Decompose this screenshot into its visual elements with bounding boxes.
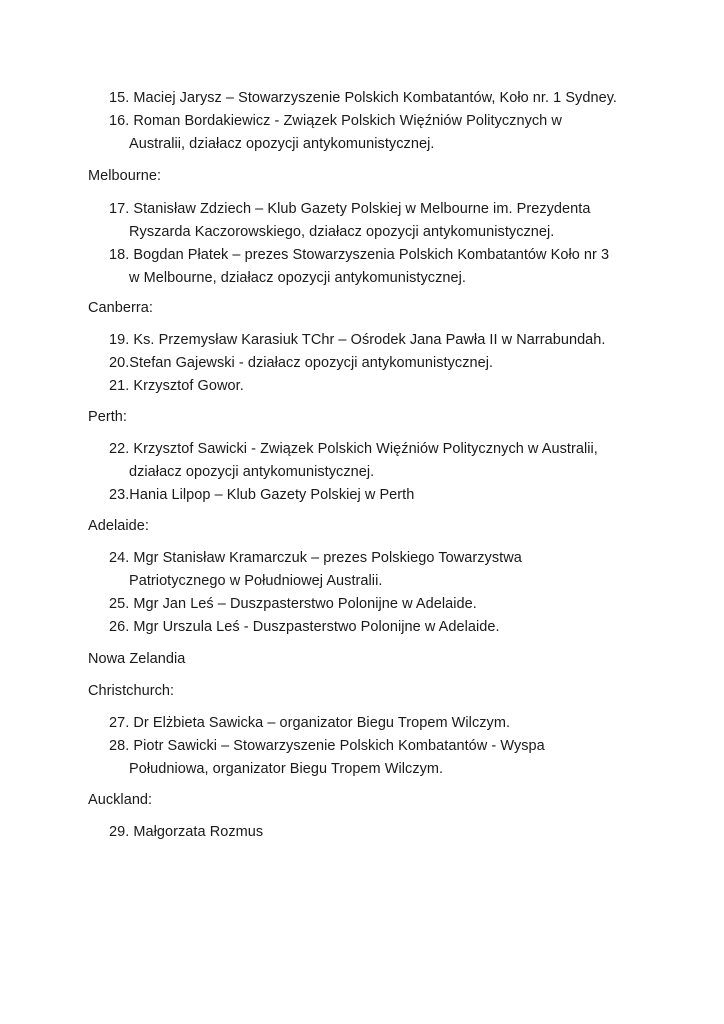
- section-heading-nowa-zelandia: Nowa Zelandia: [88, 651, 186, 667]
- list-item-29: 29. Małgorzata Rozmus: [109, 824, 264, 840]
- list-item-25: 25. Mgr Jan Leś – Duszpasterstwo Polonijne w Adelaide.: [109, 596, 477, 612]
- list-item-16: 16. Roman Bordakiewicz - Związek Polskich Więźniów Politycznych w: [109, 113, 562, 129]
- section-heading-adelaide: Adelaide:: [88, 518, 149, 534]
- list-item-17: 17. Stanisław Zdziech – Klub Gazety Polskiej w Melbourne im. Prezydenta: [109, 201, 591, 217]
- list-item-24: 24. Mgr Stanisław Kramarczuk – prezes Polskiego Towarzystwa: [109, 550, 522, 566]
- list-item-24-continuation: Patriotycznego w Południowej Australii.: [129, 573, 383, 589]
- list-item-15: 15. Maciej Jarysz – Stowarzyszenie Polskich Kombatantów, Koło nr. 1 Sydney.: [109, 90, 617, 106]
- list-item-28: 28. Piotr Sawicki – Stowarzyszenie Polskich Kombatantów - Wyspa: [109, 738, 545, 754]
- section-heading-christchurch: Christchurch:: [88, 683, 175, 699]
- section-heading-canberra: Canberra:: [88, 300, 153, 316]
- list-item-20: 20.Stefan Gajewski - działacz opozycji antykomunistycznej.: [109, 355, 494, 371]
- section-heading-perth: Perth:: [88, 409, 127, 425]
- list-item-21: 21. Krzysztof Gowor.: [109, 378, 244, 394]
- list-item-26: 26. Mgr Urszula Leś - Duszpasterstwo Polonijne w Adelaide.: [109, 619, 500, 635]
- list-item-28-continuation: Południowa, organizator Biegu Tropem Wilczym.: [129, 761, 444, 777]
- list-item-18: 18. Bogdan Płatek – prezes Stowarzyszenia Polskich Kombatantów Koło nr 3: [109, 247, 610, 263]
- list-item-17-continuation: Ryszarda Kaczorowskiego, działacz opozycji antykomunistycznej.: [129, 224, 555, 240]
- list-item-19: 19. Ks. Przemysław Karasiuk TChr – Ośrodek Jana Pawła II w Narrabundah.: [109, 332, 606, 348]
- list-item-23: 23.Hania Lilpop – Klub Gazety Polskiej w Perth: [109, 487, 415, 503]
- list-item-22: 22. Krzysztof Sawicki - Związek Polskich Więźniów Politycznych w Australii,: [109, 441, 598, 457]
- list-item-27: 27. Dr Elżbieta Sawicka – organizator Biegu Tropem Wilczym.: [109, 715, 511, 731]
- section-heading-melbourne: Melbourne:: [88, 168, 162, 184]
- list-item-16-continuation: Australii, działacz opozycji antykomunistycznej.: [129, 136, 435, 152]
- section-heading-auckland: Auckland:: [88, 792, 153, 808]
- list-item-22-continuation: działacz opozycji antykomunistycznej.: [129, 464, 375, 480]
- list-item-18-continuation: w Melbourne, działacz opozycji antykomunistycznej.: [129, 270, 466, 286]
